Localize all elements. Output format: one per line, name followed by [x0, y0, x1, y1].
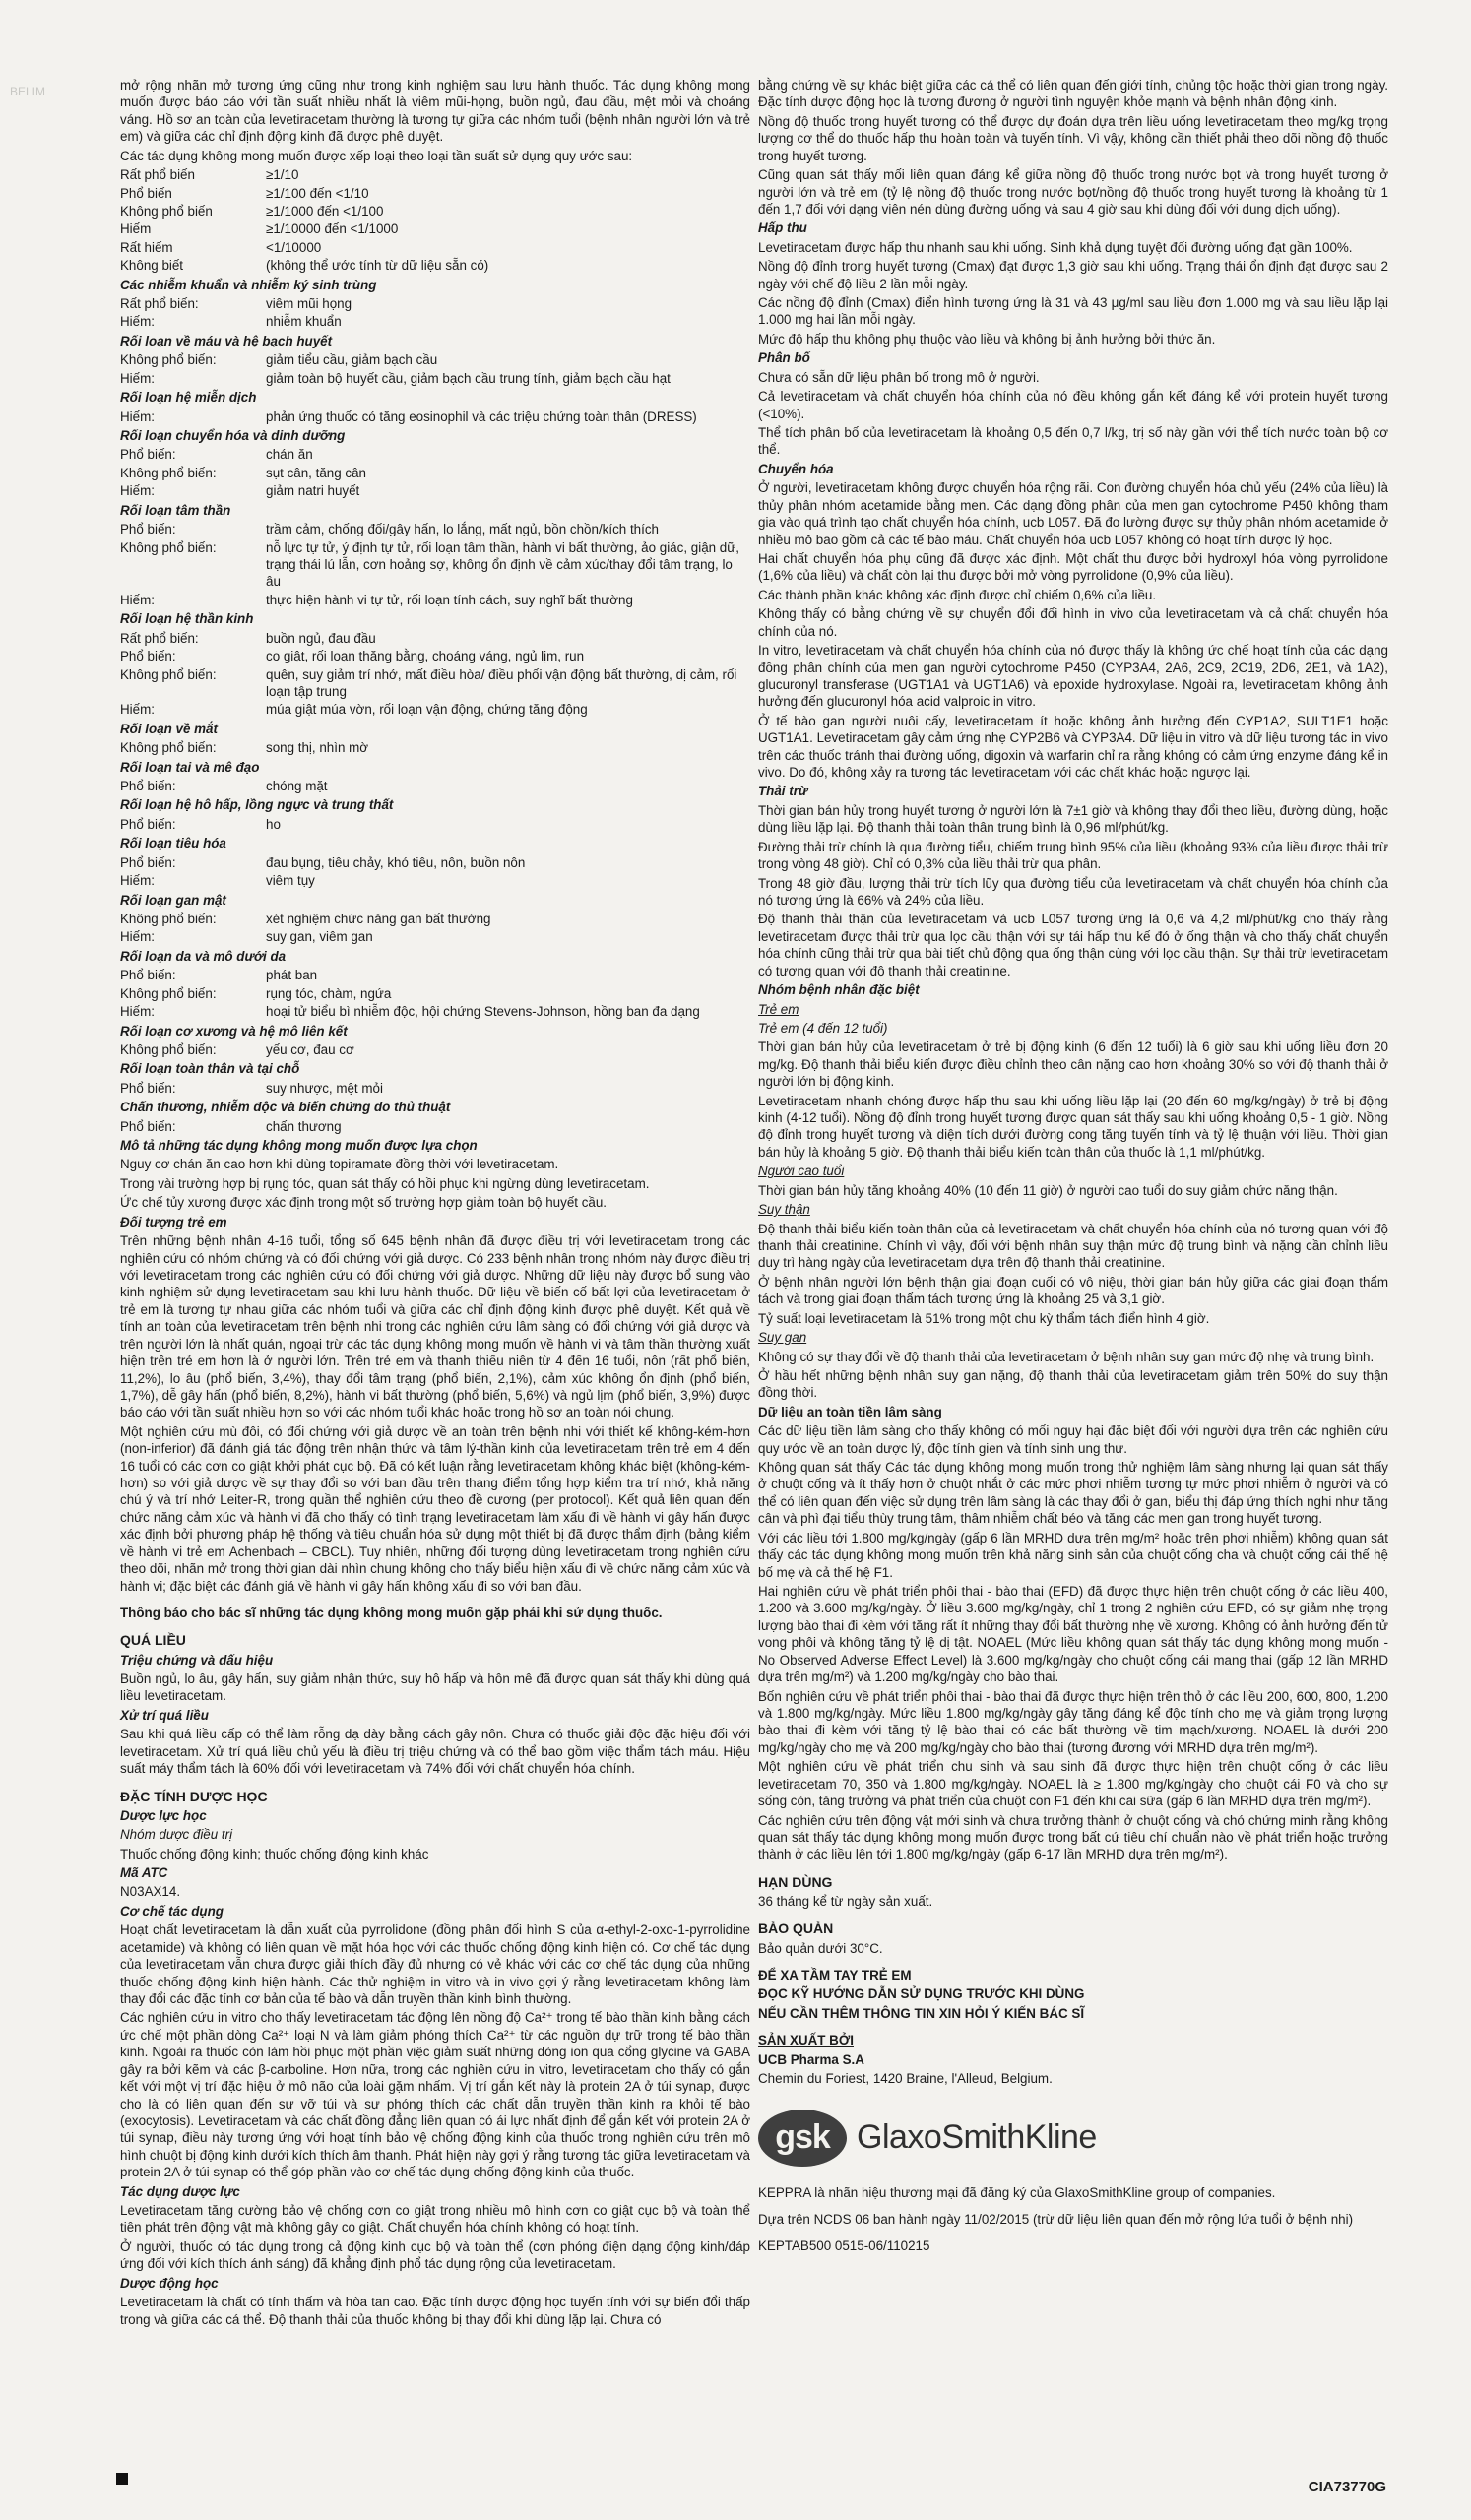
paragraph: Levetiracetam nhanh chóng được hấp thu sau khi uống liều lặp lại (20 đến 60 mg/kg/ngày) ở trẻ bị động kinh (4-12 tuổi). Nồng độ đỉnh trong huyết tương được quan sát thấy sau khi uống khoảng 0,5 - 1 giờ. Nồng độ đỉnh trong huyết tương và diện tích dưới đường cong tăng tuyến tính và tỷ lệ thuận với liều. Thời gian bán hủy là khoảng 5 giờ. Độ thanh thải biểu kiến toàn thân của thuốc là 1,1 ml/phút/kg. — [758, 1093, 1388, 1160]
frequency-label: Không phổ biến — [120, 203, 213, 219]
trademark-note: KEPPRA là nhãn hiệu thương mại đã đăng ký của GlaxoSmithKline group of companies. — [758, 2184, 1276, 2200]
organ-class-table — [120, 1080, 750, 1098]
effect-text: yếu cơ, đau cơ — [266, 1041, 354, 1057]
paragraph: Một nghiên cứu mù đôi, có đối chứng với giả dược về an toàn trên bệnh nhi với thiết kế không-kém-hơn (non-inferior) đã đánh giá tác động trên nhận thức và tâm lý-thần kinh của levetiracetam trên trẻ em 4 đến 16 tuổi có các cơn co giật khởi phát cục bộ. Đã có kết luận rằng levetiracetam không khác biệt (không-kém-hơn) so với giả dược về sự thay đổi so với ban đầu trên thang điểm tổng hợp kiểm tra trí nhớ, khả năng chú ý và trí nhớ Leiter-R, trong quần thể nghiên cứu theo đề cương (per protocol). Kết quả liên quan đến chức năng cảm xúc và hành vi đã cho thấy có tình trạng levetiracetam làm xấu đi về hành vi gây hấn được xác định bởi phương pháp hệ thống và tiêu chuẩn hóa sử dụng một thiết bị đã được thẩm định (bảng kiểm về hành vi trẻ em Achenbach – CBCL). Tuy nhiên, những đối tượng dùng levetiracetam trong nghiên cứu theo dõi, nhãn mở trong thời gian dài nhìn chung không cho thấy biểu hiện xấu đi về chức năng cảm xúc và hành vi; đặc biệt các đánh giá về hành vi gây hấn không xấu đi so với ban đầu. — [120, 1423, 750, 1594]
organ-class-heading: Rối loạn tai và mê đạo — [120, 759, 260, 775]
frequency-label: Không phổ biến: — [120, 465, 217, 480]
paragraph: Đường thải trừ chính là qua đường tiểu, chiếm trung bình 95% của liều (khoảng 93% của liều được thải trừ trong vòng 48 giờ). Chỉ có 0,3% của liều thải trừ qua phân. — [758, 839, 1388, 872]
paragraph: Hai chất chuyển hóa phụ cũng đã được xác định. Một chất thu được bởi hydroxyl hóa vòng pyrrolidone (1,6% của liều) và chất còn lại thu được bởi mở vòng pyrrolidone (0,9% của liều). — [758, 550, 1388, 584]
effect-row — [120, 482, 750, 500]
left-column — [120, 77, 750, 2330]
paragraph: Ở người, thuốc có tác dụng trong cả động kinh cục bộ và toàn thể (cơn phóng điện dạng động kinh/đáp ứng đối với kích thích ánh sáng) đã khẳng định phổ tác dụng rộng của levetiracetam. — [120, 2238, 750, 2272]
effect-text: giảm natri huyết — [266, 483, 360, 499]
effect-text: trầm cảm, chống đối/gây hấn, lo lắng, mất ngủ, bồn chồn/kích thích — [266, 522, 659, 537]
paragraph: Chưa có sẵn dữ liệu phân bố trong mô ở người. — [758, 369, 1040, 385]
subheading: Trẻ em (4 đến 12 tuổi) — [758, 1020, 888, 1036]
effect-row — [120, 985, 750, 1003]
paragraph: Thời gian bán hủy trong huyết tương ở người lớn là 7±1 giờ và không thay đổi theo liều, đường dùng, hoặc dùng liều lặp lại. Độ thanh thải toàn thân trung bình là 0,96 ml/phút/kg. — [758, 802, 1388, 836]
organ-class-table — [120, 1118, 750, 1136]
paragraph: Nồng độ đỉnh trong huyết tương (Cmax) đạt được 1,3 giờ sau khi uống. Trạng thái ổn định đạt được sau 2 ngày với chế độ liều 2 lần mỗi ngày. — [758, 259, 1388, 291]
effect-text: buồn ngủ, đau đầu — [266, 630, 376, 646]
warning-line: ĐỂ XA TẦM TAY TRẺ EM — [758, 1967, 912, 1983]
effect-row — [120, 1080, 750, 1098]
frequency-range: (không thể ước tính từ dữ liệu sẵn có) — [266, 258, 489, 274]
paragraph: Không có sự thay đổi về độ thanh thải của levetiracetam ở bệnh nhân suy gan mức độ nhẹ và trung bình. — [758, 1349, 1375, 1364]
subheading: Dữ liệu an toàn tiền lâm sàng — [758, 1404, 942, 1419]
paragraph: Độ thanh thải biểu kiến toàn thân của cả levetiracetam và chất chuyển hóa chính của nó tương quan với độ thanh thải creatinine. Chính vì vậy, đối với bệnh nhân suy thận mức độ trung bình và nặng cần chỉnh liều duy trì hàng ngày của levetiracetam dựa trên độ thanh thải creatinine. — [758, 1221, 1388, 1271]
effect-row — [120, 446, 750, 464]
effect-row — [120, 967, 750, 984]
effect-row — [120, 351, 750, 369]
frequency-table — [120, 166, 750, 276]
effect-text: chấn thương — [266, 1118, 342, 1134]
effect-text: xét nghiệm chức năng gan bất thường — [266, 911, 491, 926]
frequency-label: Hiếm: — [120, 483, 155, 499]
effect-text: suy nhược, mệt mỏi — [266, 1080, 383, 1096]
effect-row — [120, 465, 750, 482]
gsk-logo-mark: gsk — [758, 2110, 847, 2167]
subheading: Tác dụng dược lực — [120, 2183, 240, 2199]
registration-mark — [116, 2473, 128, 2485]
effect-row — [120, 1041, 750, 1059]
subheading: Cơ chế tác dụng — [120, 1903, 224, 1919]
frequency-label: Không biết — [120, 258, 184, 274]
document-code: CIA73770G — [1308, 2479, 1386, 2495]
frequency-range: <1/10000 — [266, 239, 322, 255]
paragraph: In vitro, levetiracetam và chất chuyển hóa chính của nó được thấy là không ức chế hoạt tính của các dạng đồng phân chính của men gan người cytochrome P450 (CYP3A4, 2A6, 2C9, 2C19, 2D6, 2E1, và 1A2), glucuronyl transferase (UGT1A1 và UGT1A6) và epoxide hydroxylase. Ngoài ra, levetiracetam không ảnh hưởng đến glucuronyl hóa acid valproic in vitro. — [758, 643, 1388, 710]
effect-text: nỗ lực tự tử, ý định tự tử, rối loạn tâm thần, hành vi bất thường, ảo giác, giận dữ, trạng thái lú lẫn, cơn hoảng sợ, không ổn định về cảm xúc/thay đổi tâm trạng, lo âu — [266, 539, 739, 590]
frequency-label: Hiếm: — [120, 409, 155, 424]
effect-text: giảm tiểu cầu, giảm bạch cầu — [266, 352, 438, 368]
paragraph: Mức độ hấp thu không phụ thuộc vào liều và không bị ảnh hưởng bởi thức ăn. — [758, 331, 1216, 346]
effect-row — [120, 648, 750, 665]
manufacturer-name: UCB Pharma S.A — [758, 2051, 864, 2067]
subheading: Phân bố — [758, 350, 810, 366]
manufacturer-heading: SẢN XUẤT BỞI — [758, 2033, 854, 2048]
paragraph: Thuốc chống động kinh; thuốc chống động kinh khác — [120, 1846, 429, 1861]
frequency-row — [120, 239, 750, 257]
right-column — [758, 77, 1388, 2257]
subheading: Hấp thu — [758, 220, 807, 236]
frequency-label: Hiếm: — [120, 1004, 155, 1020]
effect-text: quên, suy giảm trí nhớ, mất điều hòa/ điều phối vận động bất thường, dị cảm, rối loạn tập trung — [266, 666, 737, 699]
organ-class-table — [120, 521, 750, 609]
effect-text: đau bụng, tiêu chảy, khó tiêu, nôn, buồn nôn — [266, 854, 526, 870]
paragraph: Không thấy có bằng chứng về sự chuyển đổi đối hình in vivo của levetiracetam và cả chất chuyển hóa chính của nó. — [758, 606, 1388, 639]
effect-row — [120, 739, 750, 757]
effect-row — [120, 928, 750, 946]
effect-text: chóng mặt — [266, 779, 328, 794]
effect-text: hoại tử biểu bì nhiễm độc, hội chứng Stevens-Johnson, hồng ban đa dạng — [266, 1004, 700, 1020]
paragraph: 36 tháng kể từ ngày sản xuất. — [758, 1893, 933, 1909]
paragraph: Trên những bệnh nhân 4-16 tuổi, tổng số 645 bệnh nhân đã được điều trị với levetiracetam trong các nghiên cứu có nhóm chứng và có đối chứng với giả dược. Có 233 bệnh nhân trong nhóm này được điều trị với levetiracetam trong các nghiên cứu có đối chứng với giả dược. Những dữ liệu này được bổ sung vào kinh nghiệm sử dụng levetiracetam sau khi lưu hành thuốc. Dữ liệu về biến cố bất lợi của levetiracetam ở trẻ em là tương tự nhau giữa các nhóm tuổi và giữa các chỉ định động kinh được phê duyệt. Kết quả về tính an toàn của levetiracetam trên bệnh nhi trong các nghiên cứu lâm sàng có đối chứng với giả dược và trên người lớn là nhất quán, ngoại trừ các tác dụng không mong muốn về hành vi và tâm thần thường xuất hiện trên trẻ em hơn là ở người lớn. Trên trẻ em và thanh thiếu niên từ 4 đến 16 tuổi, nôn (rất phổ biến, 11,2%), lo âu (phổ biến, 3,4%), thay đổi tâm trạng (phổ biến, 2,1%), cảm xúc không ổn định (phổ biến, 1,7%), dễ gây hấn (phổ biến, 8,2%), hành vi bất thường (phổ biến, 5,6%) và ngủ lịm (phổ biến, 3,9%) được báo cáo với tần suất nhiều hơn so với các nhóm tuổi khác hoặc trong hồ sơ an toàn nói chung. — [120, 1233, 750, 1420]
paragraph: Các nồng độ đỉnh (Cmax) điển hình tương ứng là 31 và 43 μg/ml sau liều đơn 1.000 mg và sau liều lặp lại 1.000 mg hai lần mỗi ngày. — [758, 295, 1388, 328]
frequency-label: Hiếm: — [120, 314, 155, 330]
paragraph: Với các liều tới 1.800 mg/kg/ngày (gấp 6 lần MRHD dựa trên mg/m² hoặc trên phơi nhiễm) không quan sát thấy các tác dụng không mong muốn trên khả năng sinh sản của chuột cống cha và chuột cống cái thế hệ bố mẹ và cả thế hệ F1. — [758, 1530, 1388, 1580]
paragraph: Hai nghiên cứu về phát triển phôi thai - bào thai (EFD) đã được thực hiện trên chuột cống ở các liều 400, 1.200 và 3.600 mg/kg/ngày. Ở liều 3.600 mg/kg/ngày, chỉ 1 trong 2 nghiên cứu EFD, có sự giảm nhẹ trọng lượng bào thai đi kèm với tăng rất ít những thay đổi bất thường nhẹ về xương. Không có ảnh hưởng đến tử vong phôi và không tăng tỷ lệ dị tật. NOAEL (Mức liều không quan sát thấy tác dụng không mong muốn - No Observed Adverse Effect Level) là 3.600 mg/kg/ngày cho chuột cống cái mang thai (gấp 12 lần MRHD dựa trên mg/m²) và 1.200 mg/kg/ngày cho bào thai. — [758, 1584, 1388, 1685]
organ-class-heading: Rối loạn tâm thần — [120, 502, 231, 518]
subheading: Suy thận — [758, 1202, 810, 1218]
effect-row — [120, 701, 750, 719]
effect-text: giảm toàn bộ huyết cầu, giảm bạch cầu trung tính, giảm bạch cầu hạt — [266, 370, 671, 386]
frequency-label: Hiếm: — [120, 873, 155, 889]
paragraph: Trong 48 giờ đầu, lượng thải trừ tích lũy qua đường tiểu của levetiracetam và chất chuyển hóa chính của nó tương ứng là 66% và 24% của liều. — [758, 875, 1388, 908]
organ-class-heading: Rối loạn về mắt — [120, 721, 218, 736]
paragraph: Nguy cơ chán ăn cao hơn khi dùng topiramate đồng thời với levetiracetam. — [120, 1157, 559, 1172]
effect-text: chán ăn — [266, 447, 313, 463]
paragraph: Buồn ngủ, lo âu, gây hấn, suy giảm nhận thức, suy hô hấp và hôn mê đã được quan sát thấy khi dùng quá liều levetiracetam. — [120, 1671, 750, 1704]
frequency-label: Phổ biến: — [120, 447, 176, 463]
frequency-row — [120, 185, 750, 203]
paragraph: Nồng độ thuốc trong huyết tương có thể được dự đoán dựa trên liều uống levetiracetam theo mg/kg trọng lượng cơ thể do thuốc hấp thu hoàn toàn và tuyến tính. Vì vậy, không cần thiết phải theo dõi nồng độ thuốc trong huyết tương. — [758, 113, 1388, 163]
frequency-label: Phổ biến: — [120, 779, 176, 794]
document-reference: KEPTAB500 0515-06/110215 — [758, 2238, 930, 2254]
frequency-label: Không phổ biến: — [120, 1041, 217, 1057]
effect-text: thực hiện hành vi tự tử, rối loạn tính cách, suy nghĩ bất thường — [266, 592, 633, 607]
paragraph: Các thành phần khác không xác định được chỉ chiếm 0,6% của liều. — [758, 587, 1157, 602]
subheading: Dược lực học — [120, 1807, 207, 1823]
effect-text: ho — [266, 816, 281, 832]
effect-row — [120, 872, 750, 890]
effect-row — [120, 295, 750, 313]
organ-class-heading: Rối loạn toàn thân và tại chỗ — [120, 1061, 300, 1077]
paragraph: N03AX14. — [120, 1884, 181, 1900]
paragraph: Các dữ liệu tiền lâm sàng cho thấy không có mối nguy hại đặc biệt đối với người dựa trên các nghiên cứu quy ước về an toàn dược lý, độc tính gien và tính sinh ung thư. — [758, 1423, 1388, 1456]
paragraph: Levetiracetam là chất có tính thấm và hòa tan cao. Đặc tính dược động học tuyến tính với sự biến đổi thấp trong và giữa các cá thể. Độ thanh thải của thuốc không bị thay đổi khi dùng lặp lại. Chưa có — [120, 2295, 750, 2327]
organ-class-table — [120, 739, 750, 757]
frequency-label: Phổ biến: — [120, 968, 176, 983]
organ-class-heading: Chấn thương, nhiễm độc và biến chứng do thủ thuật — [120, 1100, 451, 1115]
warning-line: NẾU CẦN THÊM THÔNG TIN XIN HỎI Ý KIẾN BÁC SĨ — [758, 2005, 1085, 2021]
effect-row — [120, 521, 750, 538]
effect-text: viêm mũi họng — [266, 296, 352, 312]
section-heading: HẠN DÙNG — [758, 1873, 833, 1890]
frequency-label: Rất phổ biến — [120, 167, 195, 183]
paragraph: Ở tế bào gan người nuôi cấy, levetiracetam ít hoặc không ảnh hưởng đến CYP1A2, SULT1E1 hoặc UGT1A1. Levetiracetam gây cảm ứng nhẹ CYP2B6 và CYP3A4. Dữ liệu in vitro và dữ liệu tương tác in vivo trên các thuốc tránh thai đường uống, digoxin và warfarin chỉ ra rằng không có cảm ứng enzyme đáng kể in vivo. Do đó, không xảy ra tương tác levetiracetam với các chất khác hoặc ngược lại. — [758, 713, 1388, 781]
effect-row — [120, 816, 750, 834]
effect-text: rụng tóc, chàm, ngứa — [266, 985, 392, 1001]
effect-text: nhiễm khuẩn — [266, 314, 342, 330]
subheading: Nhóm dược điều trị — [120, 1827, 233, 1843]
paragraph: Levetiracetam được hấp thu nhanh sau khi uống. Sinh khả dụng tuyệt đối đường uống đạt gần 100%. — [758, 239, 1353, 255]
organ-class-table — [120, 351, 750, 388]
organ-class-heading: Rối loạn chuyển hóa và dinh dưỡng — [120, 428, 346, 444]
subheading: Dược động học — [120, 2275, 219, 2291]
frequency-row — [120, 257, 750, 275]
frequency-label: Không phổ biến: — [120, 911, 217, 926]
subheading: Nhóm bệnh nhân đặc biệt — [758, 982, 920, 998]
paragraph: Ở bệnh nhân người lớn bệnh thận giai đoạn cuối có vô niệu, thời gian bán hủy giữa các giai đoạn thẩm tách và trong giai đoạn thẩm tách tương ứng là khoảng 25 và 3,1 giờ. — [758, 1274, 1388, 1307]
paragraph: Cũng quan sát thấy mối liên quan đáng kể giữa nồng độ thuốc trong nước bọt và trong huyết tương ở người lớn và trẻ em (tỷ lệ nồng độ thuốc trong nước bọt/nồng độ thuốc trong huyết tương là khoảng từ 1 đến 1,7 đối với dạng viên nén dùng đường uống và sau 4 giờ sau khi dùng đối với dung dịch uống). — [758, 167, 1388, 217]
frequency-row — [120, 203, 750, 220]
effect-text: co giật, rối loạn thăng bằng, choáng váng, ngủ lịm, run — [266, 649, 585, 664]
paragraph: Ở người, levetiracetam không được chuyển hóa rộng rãi. Con đường chuyển hóa chủ yếu (24% của liều) là thủy phân nhóm acetamide bằng men. Các dạng đồng phân của men gan cytochrome P450 không tham gia vào quá trình tạo chất chuyển hóa chính, ucb L057. Đã đo lường được sự thủy phân nhóm acetamide ở nhiều mô bao gồm cả các tế bào máu. Chất chuyển hóa ucb L057 không có hoạt tính dược lý học. — [758, 480, 1388, 547]
effect-row — [120, 592, 750, 609]
organ-class-heading: Rối loạn cơ xương và hệ mô liên kết — [120, 1023, 348, 1039]
subheading: Chuyển hóa — [758, 461, 834, 476]
effect-text: viêm tụy — [266, 873, 315, 889]
effect-text: song thị, nhìn mờ — [266, 740, 369, 756]
frequency-label: Hiếm: — [120, 929, 155, 945]
effect-text: phản ứng thuốc có tăng eosinophil và các triệu chứng toàn thân (DRESS) — [266, 409, 697, 424]
organ-class-heading: Rối loạn gan mật — [120, 892, 226, 908]
paragraph: Thời gian bán hủy tăng khoảng 40% (10 đến 11 giờ) ở người cao tuổi do suy giảm chức năng thận. — [758, 1182, 1338, 1198]
effect-row — [120, 313, 750, 331]
organ-class-table — [120, 816, 750, 834]
effect-row — [120, 1118, 750, 1136]
frequency-label: Rất phổ biến: — [120, 296, 199, 312]
effect-row — [120, 778, 750, 795]
effect-text: múa giật múa vờn, rối loạn vận động, chứng tăng động — [266, 702, 588, 718]
paragraph: Các nghiên cứu trên động vật mới sinh và chưa trưởng thành ở chuột cống và chó chứng minh rằng không quan sát thấy tác dụng không mong muốn được trong bất cứ tiêu chí chuẩn nào về phát triển hoặc trưởng thành ở các liều lên tới 1.800 mg/kg/ngày (gấp 6-17 lần MRHD dựa trên mg/m²). — [758, 1812, 1388, 1862]
effect-row — [120, 911, 750, 928]
organ-class-table — [120, 1041, 750, 1059]
section-heading: QUÁ LIỀU — [120, 1632, 186, 1649]
notice: Thông báo cho bác sĩ những tác dụng không mong muốn gặp phải khi sử dụng thuốc. — [120, 1606, 663, 1621]
organ-class-heading: Rối loạn da và mô dưới da — [120, 948, 287, 964]
subheading: Người cao tuổi — [758, 1164, 845, 1179]
section-heading: ĐẶC TÍNH DƯỢC HỌC — [120, 1788, 268, 1804]
paragraph: Các tác dụng không mong muốn được xếp loại theo loại tần suất sử dụng quy ước sau: — [120, 148, 633, 163]
frequency-label: Phổ biến: — [120, 816, 176, 832]
organ-class-heading: Rối loạn hệ thần kinh — [120, 611, 254, 627]
paragraph: Levetiracetam tăng cường bảo vệ chống cơn co giật trong nhiều mô hình cơn co giật cục bộ và toàn thể tiên phát trên động vật mà không gây co giật. Chất chuyển hóa chính không có hoạt tính. — [120, 2203, 750, 2236]
effect-row — [120, 539, 750, 592]
effect-row — [120, 1003, 750, 1021]
paragraph: Trong vài trường hợp bị rụng tóc, quan sát thấy có hồi phục khi ngừng dùng levetiracetam. — [120, 1175, 650, 1191]
effect-row — [120, 854, 750, 872]
paragraph: Bốn nghiên cứu về phát triển phôi thai - bào thai đã được thực hiện trên thỏ ở các liều 200, 600, 800, 1.200 và 1.800 mg/kg/ngày. Mức liều 1.800 mg/kg/ngày gây tăng đáng kể độc tính cho mẹ và giảm trọng lượng bào thai đi kèm với tăng tỷ lệ bào thai có các bất thường về tim mạch/xương. NOAEL là dưới 200 mg/kg/ngày cho mẹ và 200 mg/kg/ngày cho bào thai (tương đương với MRHD dựa trên mg/m²). — [758, 1688, 1388, 1755]
effect-row — [120, 630, 750, 648]
subheading: Xử trí quá liều — [120, 1707, 209, 1723]
organ-class-heading: Các nhiễm khuẩn và nhiễm ký sinh trùng — [120, 277, 377, 292]
organ-class-table — [120, 295, 750, 332]
subheading: Mã ATC — [120, 1865, 168, 1881]
paragraph: Bảo quản dưới 30°C. — [758, 1940, 883, 1956]
paragraph: Hoạt chất levetiracetam là dẫn xuất của pyrrolidone (đồng phân đối hình S của α-ethyl-2-oxo-1-pyrrolidine acetamide) và không có liên quan về mặt hóa học với các thuốc chống động kinh hiện có. Cơ chế tác dụng của levetiracetam vẫn chưa được giải thích đầy đủ nhưng có vẻ khác với các cơ chế tác dụng của những thuốc chống động kinh hiện hành. Các thử nghiệm in vitro và in vivo gợi ý rằng levetiracetam không làm thay đổi các đặc tính cơ bản của tế bào và dẫn truyền thần kinh bình thường. — [120, 1922, 750, 2006]
paragraph: Thể tích phân bố của levetiracetam là khoảng 0,5 đến 0,7 l/kg, trị số này gần với thể tích nước toàn bộ cơ thể. — [758, 425, 1388, 458]
frequency-label: Rất phổ biến: — [120, 630, 199, 646]
paragraph: Ức chế tủy xương được xác định trong một số trường hợp giảm toàn bộ huyết cầu. — [120, 1195, 608, 1211]
frequency-label: Phổ biến: — [120, 1080, 176, 1096]
effect-row — [120, 666, 750, 702]
organ-class-heading: Rối loạn tiêu hóa — [120, 836, 226, 851]
effect-row — [120, 370, 750, 388]
paragraph: Ở hầu hết những bệnh nhân suy gan nặng, độ thanh thải của levetiracetam giảm trên 50% do suy thận đồng thời. — [758, 1367, 1388, 1401]
frequency-label: Hiếm: — [120, 702, 155, 718]
paragraph: Thời gian bán hủy của levetiracetam ở trẻ bị động kinh (6 đến 12 tuổi) là 6 giờ sau khi uống liều đơn 20 mg/kg. Độ thanh thải biểu kiến được điều chỉnh theo cân nặng cao hơn khoảng 30% so với độ thanh thải ở người lớn bị động kinh. — [758, 1040, 1388, 1090]
paragraph: Một nghiên cứu về phát triển chu sinh và sau sinh đã được thực hiện trên chuột cống ở các liều levetiracetam 70, 350 và 1.800 mg/kg/ngày. NOAEL là ≥ 1.800 mg/kg/ngày cho chuột cái F0 và cho sự sống còn, tăng trưởng và phát triển của chuột con F1 đến khi cai sữa (gấp 6 lần MRHD dựa trên mg/m²). — [758, 1759, 1388, 1809]
frequency-range: ≥1/10 — [266, 167, 299, 183]
paragraph: Các nghiên cứu in vitro cho thấy levetiracetam tác động lên nồng độ Ca²⁺ trong tế bào thần kinh bằng cách ức chế một phần dòng Ca²⁺ loại N và làm giảm phóng thích Ca²⁺ từ các nguồn dự trữ trong tế bào thần kinh. Ngoài ra thuốc còn làm hồi phục một phần việc giảm suất những dòng ion qua cổng glycine và GABA gây ra bởi kẽm và các β-carboline. Hơn nữa, trong các nghiên cứu in vitro, levetiracetam cho thấy có gắn kết với một vị trí đặc hiệu ở mô não của loài gặm nhấm. Vị trí gắn kết này là protein 2A ở túi synap, được cho là có liên quan đến sự vỡ túi và sự phóng thích các chất dẫn truyền thần kinh ra khỏi tế bào (exocytosis). Levetiracetam và các chất đồng đẳng liên quan có ái lực nhất định để gắn kết với protein 2A ở túi synap, điều này tương ứng với hoạt tính bảo vệ chống động kinh của thuốc trong nghiên cứu trên mô hình chuột bị động kinh dưới kích thích âm thanh. Phát hiện này gợi ý rằng tương tác giữa levetiracetam và protein 2A ở túi synap có thể góp phần vào cơ chế tác dụng chống động kinh của thuốc. — [120, 2010, 750, 2180]
frequency-label: Phổ biến: — [120, 522, 176, 537]
organ-class-heading: Rối loạn hệ miễn dịch — [120, 390, 257, 406]
warning-line: ĐỌC KỸ HƯỚNG DẪN SỬ DỤNG TRƯỚC KHI DÙNG — [758, 1986, 1085, 2002]
organ-class-heading: Rối loạn về máu và hệ bạch huyết — [120, 333, 333, 348]
organ-class-table — [120, 778, 750, 795]
subheading: Suy gan — [758, 1330, 807, 1346]
frequency-label: Phổ biến: — [120, 1118, 176, 1134]
frequency-label: Phổ biến — [120, 185, 172, 201]
organ-class-table — [120, 630, 750, 720]
frequency-range: ≥1/1000 đến <1/100 — [266, 203, 384, 219]
paragraph: Độ thanh thải thận của levetiracetam và ucb L057 tương ứng là 0,6 và 4,2 ml/phút/kg cho thấy rằng levetiracetam được thải trừ qua lọc cầu thận với sự tái hấp thu kế đó ở ống thận và cho thấy chất chuyển hóa chính cũng thải trừ qua bài tiết chủ động qua ống thận cùng với lọc cầu thận. Sự thải trừ levetiracetam có tương quan với độ thanh thải creatinine. — [758, 912, 1388, 978]
subheading: Thải trừ — [758, 784, 808, 799]
organ-class-table — [120, 911, 750, 947]
organ-class-table — [120, 854, 750, 891]
paragraph: Sau khi quá liều cấp có thể làm rỗng dạ dày bằng cách gây nôn. Chưa có thuốc giải độc đặc hiệu đối với levetiracetam. Xử trí quá liều chủ yếu là điều trị triệu chứng và có thể bao gồm việc thẩm tách máu. Hiệu suất máy thẩm tách là 60% đối với levetiracetam và 74% đối với chất chuyển hóa chính. — [120, 1727, 750, 1777]
frequency-label: Hiếm: — [120, 592, 155, 607]
manufacturer-address: Chemin du Foriest, 1420 Braine, l'Alleud, Belgium. — [758, 2071, 1053, 2087]
source-note: Dựa trên NCDS 06 ban hành ngày 11/02/2015 (trừ dữ liệu liên quan đến mở rộng lứa tuổi ở bệnh nhi) — [758, 2211, 1354, 2227]
gsk-logo — [758, 2110, 1388, 2167]
frequency-label: Hiếm — [120, 221, 152, 237]
effect-row — [120, 409, 750, 426]
paragraph: Không quan sát thấy Các tác dụng không mong muốn trong thử nghiệm lâm sàng nhưng lại quan sát thấy ở chuột cống và ít thấy hơn ở chuột nhắt ở các mức phơi nhiễm tương tự mức phơi nhiễm ở người và có thể có liên quan đến việc sử dụng trên lâm sàng là các thay đổi ở gan, biểu thị đáp ứng thích nghi như tăng cân và phì đại tiểu thùy trung tâm, thâm nhiễm chất béo và tăng các men gan trong huyết tương. — [758, 1460, 1388, 1527]
frequency-row — [120, 220, 750, 238]
subheading: Đối tượng trẻ em — [120, 1214, 227, 1229]
frequency-label: Rất hiếm — [120, 239, 173, 255]
section-heading: BẢO QUẢN — [758, 1921, 834, 1937]
effect-text: sụt cân, tăng cân — [266, 465, 366, 480]
frequency-label: Không phổ biến: — [120, 740, 217, 756]
paragraph: bằng chứng về sự khác biệt giữa các cá thể có liên quan đến giới tính, chủng tộc hoặc thời gian trong ngày. Đặc tính dược động học là tương đương ở người tình nguyện khỏe mạnh và bệnh nhân động kinh. — [758, 78, 1388, 110]
organ-class-heading: Rối loạn hệ hô hấp, lồng ngực và trung thất — [120, 797, 394, 813]
organ-class-table — [120, 446, 750, 500]
paragraph: mở rộng nhãn mở tương ứng cũng như trong kinh nghiệm sau lưu hành thuốc. Tác dụng không mong muốn được báo cáo với tần suất nhiều nhất là viêm mũi-họng, buồn ngủ, đau đầu, mệt mỏi và choáng váng. Hồ sơ an toàn của levetiracetam thường là tương tự giữa các nhóm tuổi (bệnh nhân người lớn và trẻ em) và giữa các chỉ định động kinh đã được phê duyệt. — [120, 78, 750, 145]
frequency-label: Không phổ biến: — [120, 666, 217, 682]
subheading: Triệu chứng và dấu hiệu — [120, 1652, 274, 1668]
frequency-label: Hiếm: — [120, 370, 155, 386]
gsk-logo-wordmark: GlaxoSmithKline — [857, 2118, 1097, 2157]
frequency-label: Không phổ biến: — [120, 539, 217, 555]
paragraph: Tỷ suất loại levetiracetam là 51% trong một chu kỳ thẩm tách điển hình 4 giờ. — [758, 1310, 1210, 1326]
frequency-label: Phổ biến: — [120, 649, 176, 664]
faded-margin-text: BELIM — [10, 85, 46, 98]
organ-class-table — [120, 409, 750, 426]
frequency-label: Phổ biến: — [120, 854, 176, 870]
effect-text: phát ban — [266, 968, 318, 983]
subheading: Trẻ em — [758, 1001, 799, 1017]
effect-text: suy gan, viêm gan — [266, 929, 373, 945]
frequency-label: Không phổ biến: — [120, 352, 217, 368]
frequency-row — [120, 166, 750, 184]
frequency-label: Không phổ biến: — [120, 985, 217, 1001]
organ-class-table — [120, 967, 750, 1021]
subheading: Mô tả những tác dụng không mong muốn được lựa chọn — [120, 1138, 478, 1154]
paragraph: Cả levetiracetam và chất chuyển hóa chính của nó đều không gắn kết đáng kể với protein huyết tương (<10%). — [758, 389, 1388, 421]
frequency-range: ≥1/100 đến <1/10 — [266, 185, 369, 201]
adverse-effects-by-organ-class — [120, 277, 750, 1136]
frequency-range: ≥1/10000 đến <1/1000 — [266, 221, 399, 237]
